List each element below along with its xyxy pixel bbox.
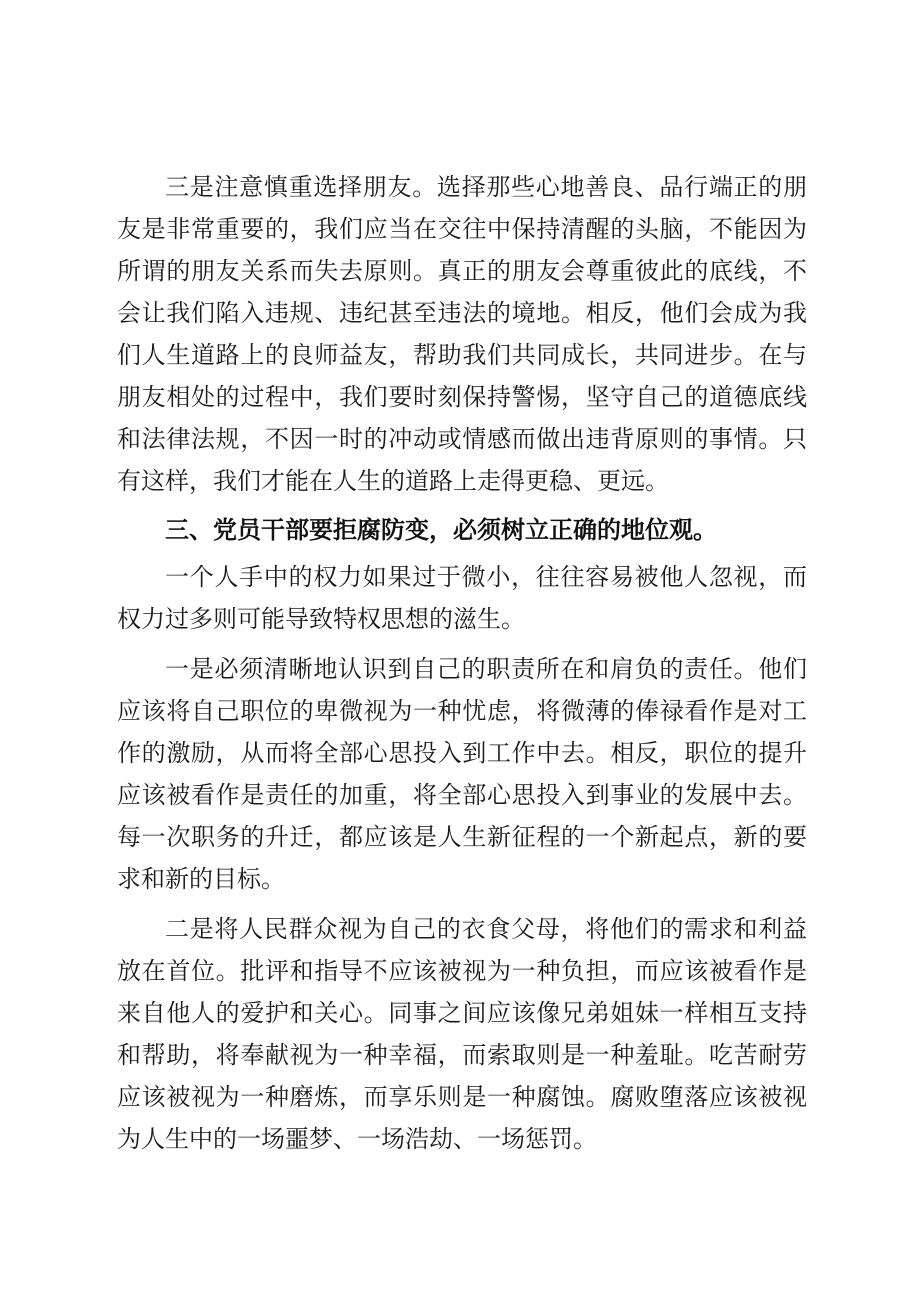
- paragraph-power-intro: 一个人手中的权力如果过于微小，往往容易被他人忽视，而权力过多则可能导致特权思想的滋生。: [117, 563, 807, 633]
- paragraph-people-first: 二是将人民群众视为自己的衣食父母，将他们的需求和利益放在首位。批评和指导不应该被视为一种负担，而应该被看作是来自他人的爱护和关心。同事之间应该像兄弟姐妹一样相互支持和帮助，将奉献视为一种幸福，而索取则是一种羞耻。吃苦耐劳应该被视为一种磨炼，而享乐则是一种腐蚀。腐败堕落应该被视为人生中的一场噩梦、一场浩劫、一场惩罚。: [117, 915, 807, 1153]
- section-heading-position-view: 三、党员干部要拒腐防变，必须树立正确的地位观。: [165, 516, 717, 544]
- document-body: [117, 166, 807, 1160]
- paragraph-choose-friends: 三是注意慎重选择朋友。选择那些心地善良、品行端正的朋友是非常重要的，我们应当在交往中保持清醒的头脑，不能因为所谓的朋友关系而失去原则。真正的朋友会尊重彼此的底线，不会让我们陷入违规、违纪甚至违法的境地。相反，他们会成为我们人生道路上的良师益友，帮助我们共同成长，共同进步。在与朋友相处的过程中，我们要时刻保持警惕，坚守自己的道德底线和法律法规，不因一时的冲动或情感而做出违背原则的事情。只有这样，我们才能在人生的道路上走得更稳、更远。: [117, 173, 807, 495]
- paragraph-duty-responsibility: 一是必须清晰地认识到自己的职责所在和肩负的责任。他们应该将自己职位的卑微视为一种忧虑，将微薄的俸禄看作是对工作的激励，从而将全部心思投入到工作中去。相反，职位的提升应该被看作是责任的加重，将全部心思投入到事业的发展中去。每一次职务的升迁，都应该是人生新征程的一个新起点，新的要求和新的目标。: [117, 655, 807, 893]
